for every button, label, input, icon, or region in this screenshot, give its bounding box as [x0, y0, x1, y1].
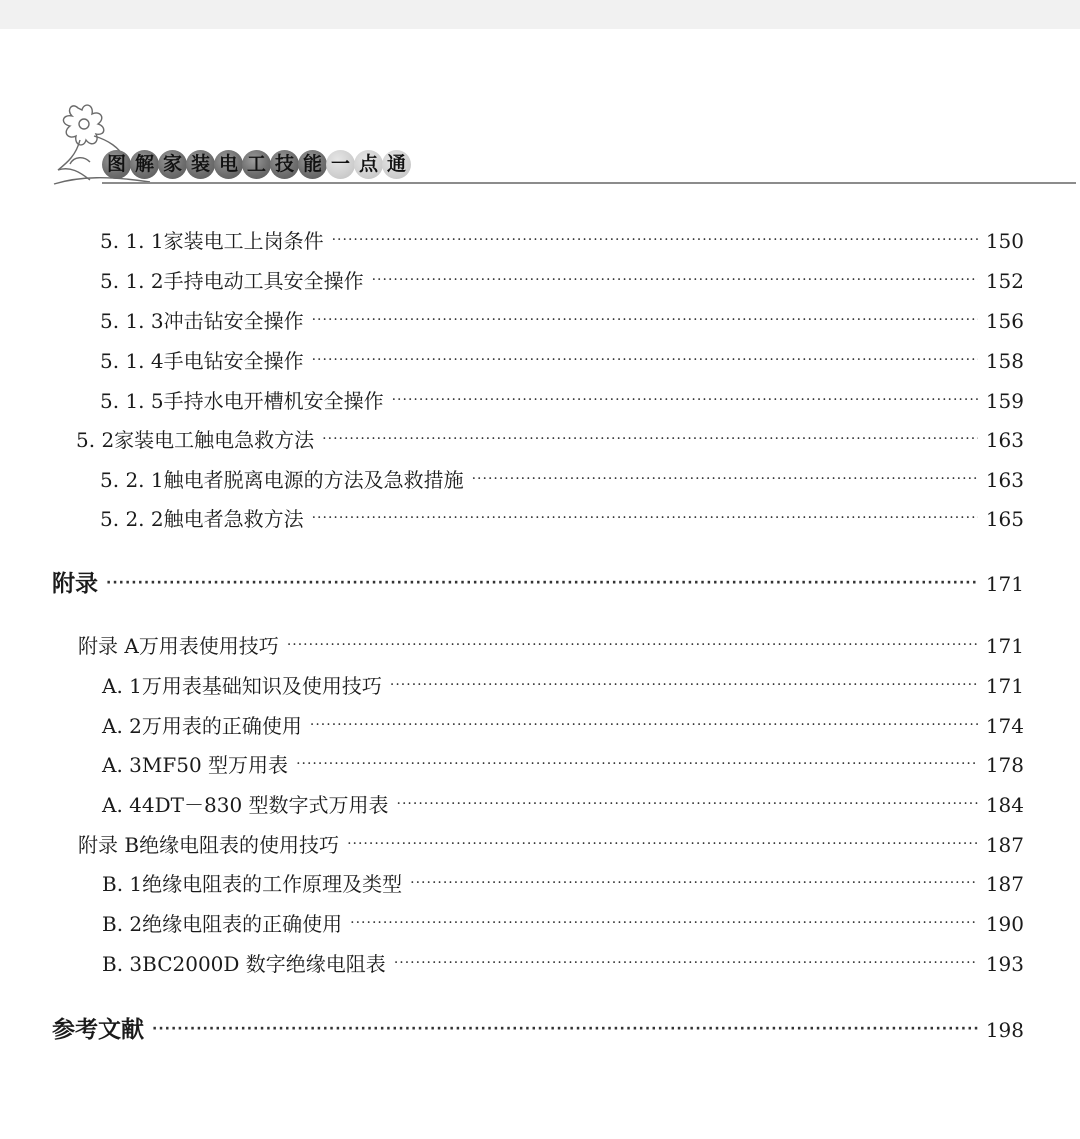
- toc-leader: [312, 352, 978, 368]
- header-char: 一: [326, 150, 355, 179]
- toc-page: 159: [985, 389, 1024, 413]
- toc-leader: [350, 915, 978, 931]
- toc-number: 5. 2: [76, 428, 115, 452]
- toc-leader: [296, 756, 978, 772]
- toc-leader: [390, 677, 978, 693]
- header-char: 解: [130, 150, 159, 179]
- toc-title: 附录: [52, 571, 98, 597]
- toc-title: 万用表的正确使用: [141, 714, 302, 738]
- toc-leader: [106, 575, 978, 591]
- toc-number: 5. 1. 4: [100, 349, 164, 373]
- header-title: [102, 148, 410, 180]
- toc-page: 184: [985, 793, 1024, 817]
- toc-entry[interactable]: [102, 710, 1024, 740]
- toc-page: 178: [985, 753, 1024, 777]
- toc-title: 手电钻安全操作: [163, 349, 304, 373]
- top-bar: [0, 0, 1080, 29]
- toc-entry[interactable]: [102, 789, 1024, 819]
- toc-entry[interactable]: [78, 829, 1024, 859]
- toc-entry[interactable]: [100, 503, 1024, 533]
- toc-leader: [397, 796, 978, 812]
- toc-number: 附录 A: [78, 634, 139, 658]
- toc-leader: [152, 1021, 978, 1037]
- toc-page: 198: [985, 1018, 1024, 1042]
- toc-leader: [310, 717, 978, 733]
- toc-page: 187: [985, 833, 1024, 857]
- toc-page: 150: [985, 229, 1024, 253]
- toc-leader: [394, 955, 978, 971]
- toc-title: 家装电工触电急救方法: [114, 428, 315, 452]
- toc-leader: [312, 312, 978, 328]
- toc-title: 万用表基础知识及使用技巧: [141, 674, 382, 698]
- header-char: 装: [186, 150, 215, 179]
- toc-number: B. 2: [102, 912, 143, 936]
- toc-page: 158: [985, 349, 1024, 373]
- toc-page: 163: [985, 468, 1024, 492]
- toc-number: A. 2: [102, 714, 142, 738]
- toc-page: 193: [985, 952, 1024, 976]
- toc-page: 171: [985, 572, 1024, 596]
- toc-number: 5. 2. 1: [100, 468, 164, 492]
- toc-leader: [472, 471, 978, 487]
- toc-page: 190: [985, 912, 1024, 936]
- toc-entry[interactable]: [100, 464, 1024, 494]
- toc-title: 绝缘电阻表的工作原理及类型: [142, 872, 403, 896]
- toc-leader: [347, 836, 978, 852]
- toc-entry[interactable]: [102, 908, 1024, 938]
- toc-number: B. 1: [102, 872, 143, 896]
- toc-page: 171: [985, 674, 1024, 698]
- toc-number: 5. 1. 1: [100, 229, 164, 253]
- header-char: 电: [214, 150, 243, 179]
- toc-entry[interactable]: [78, 630, 1024, 660]
- header-char: 图: [102, 150, 131, 179]
- toc-entry[interactable]: [100, 345, 1024, 375]
- toc-leader: [287, 637, 978, 653]
- toc-entry[interactable]: [102, 749, 1024, 779]
- toc-entry[interactable]: [102, 948, 1024, 978]
- toc-entry[interactable]: [102, 670, 1024, 700]
- toc-title: 绝缘电阻表的正确使用: [142, 912, 343, 936]
- toc-number: 5. 1. 5: [100, 389, 164, 413]
- toc-leader: [332, 232, 978, 248]
- toc-leader: [392, 392, 978, 408]
- header-char: 技: [270, 150, 299, 179]
- toc-number: A. 1: [102, 674, 142, 698]
- header-char: 通: [382, 150, 411, 179]
- toc-number: 5. 1. 2: [100, 269, 164, 293]
- toc-entry[interactable]: [102, 868, 1024, 898]
- toc-title: 参考文献: [52, 1017, 144, 1043]
- toc-title: BC2000D 数字绝缘电阻表: [142, 952, 386, 976]
- toc-entry[interactable]: [100, 265, 1024, 295]
- toc-number: 附录 B: [78, 833, 140, 857]
- toc-title: 绝缘电阻表的使用技巧: [139, 833, 340, 857]
- toc-title: 手持水电开槽机安全操作: [163, 389, 384, 413]
- toc-page: 171: [985, 634, 1024, 658]
- toc-page: 165: [985, 507, 1024, 531]
- toc-entry[interactable]: [100, 225, 1024, 255]
- toc-number: A. 3: [102, 753, 142, 777]
- toc-leader: [372, 272, 978, 288]
- toc-entry[interactable]: [100, 385, 1024, 415]
- toc-number: A. 4: [102, 793, 142, 817]
- toc-entry[interactable]: [76, 424, 1024, 454]
- header-char: 能: [298, 150, 327, 179]
- toc-number: 5. 2. 2: [100, 507, 164, 531]
- toc-title: MF50 型万用表: [141, 753, 289, 777]
- toc-entry[interactable]: [100, 305, 1024, 335]
- toc-title: 家装电工上岗条件: [163, 229, 324, 253]
- toc-number: 5. 1. 3: [100, 309, 164, 333]
- toc-page: 156: [985, 309, 1024, 333]
- header-char: 工: [242, 150, 271, 179]
- toc-page: 187: [985, 872, 1024, 896]
- header-char: 家: [158, 150, 187, 179]
- page-header: [50, 100, 1030, 190]
- toc-number: B. 3: [102, 952, 143, 976]
- toc-leader: [410, 875, 978, 891]
- toc-page: 174: [985, 714, 1024, 738]
- toc-title: 手持电动工具安全操作: [163, 269, 364, 293]
- toc-chapter-appendix[interactable]: [52, 565, 1024, 595]
- toc-chapter-references[interactable]: [52, 1011, 1024, 1041]
- toc-leader: [322, 431, 978, 447]
- toc-leader: [312, 510, 978, 526]
- toc-title: 触电者急救方法: [163, 507, 304, 531]
- toc-title: 冲击钻安全操作: [163, 309, 304, 333]
- toc-title: 4DT－830 型数字式万用表: [141, 793, 389, 817]
- header-char: 点: [354, 150, 383, 179]
- toc-page: 152: [985, 269, 1024, 293]
- toc-title: 万用表使用技巧: [138, 634, 279, 658]
- toc-title: 触电者脱离电源的方法及急救措施: [163, 468, 464, 492]
- header-rule: [102, 182, 1076, 184]
- toc-page: 163: [985, 428, 1024, 452]
